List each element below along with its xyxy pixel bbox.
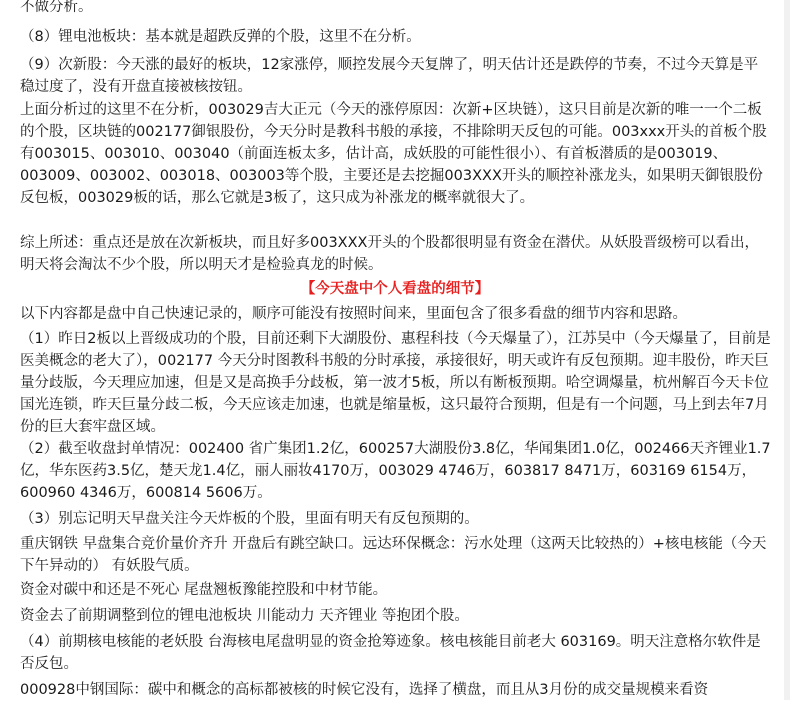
paragraph-point-3: （3）别忘记明天早盘关注今天炸板的个股，里面有明天有反包预期的。	[20, 511, 479, 527]
paragraph-point-2: （2）截至收盘封单情况：002400 省广集团1.2亿，600257大湖股份3.8亿，华闻集团1.0亿，002466天齐锂业1.7亿，华东医药3.5亿，楚天龙1.4亿，丽人丽妆4170万，003029 4746万，603817 8471万，603169 6154万，600960 4346万，600814 5606万。	[20, 441, 771, 501]
paragraph-point-4: （4）前期核电核能的老妖股 台海核电尾盘明显的资金抢筹迹象。核电核能目前老大 603169。明天注意格尔软件是否反包。	[20, 634, 761, 672]
paragraph-carbon-neutral: 资金对碳中和还是不死心 尾盘翘板豫能控股和中材节能。	[20, 582, 388, 598]
paragraph-point-1: （1）昨日2板以上晋级成功的个股，目前还剩下大湖股份、惠程科技（今天爆量了），江苏吴中（今天爆量了，目前是医美概念的老大了），002177 今天分时图教科书般的分时承接，承接很好，明天或许有反包预期。迎丰股份，昨天巨量分歧版，今天理应加速，但是又是高换手分歧板，第一波才5板，所以有断板预期。哈空调爆量，杭州解百今天卡位国光连锁，昨天巨量分歧二板，今天应该走加速，也就是缩量板，这只最符合预期，但是有一个问题，马上到去年7月份的巨大套牢盘区域。	[20, 331, 771, 435]
scrollbar-track[interactable]	[784, 0, 790, 700]
paragraph-analysis: 上面分析过的这里不在分析，003029吉大正元（今天的涨停原因：次新+区块链），这只目前是次新的唯一一个二板的个股，区块链的002177御银股份，今天分时是教科书般的承接，不排除明天反包的可能。003xxx开头的首板个股有003015、003010、003040（前面连板太多，估计高，成妖股的可能性很小）、有首板潜质的是003019、003009、003002、003018、003003等个股，主要还是去挖掘003XXX开头的顺控补涨龙头，如果明天御银股份反包板，003029板的话，那么它就是3板了，这只成为补涨龙的概率就很大了。	[20, 102, 767, 206]
paragraph-lithium: （8）锂电池板块：基本就是超跌反弹的个股，这里不在分析。	[20, 29, 421, 45]
paragraph-chongqing-steel: 重庆钢铁 早盘集合竞价量价齐升 开盘后有跳空缺口。远达环保概念：污水处理（这两天比较热的）+核电核能（今天下午异动的） 有妖股气质。	[20, 536, 767, 574]
paragraph-new-stocks: （9）次新股：今天涨的最好的板块，12家涨停，顺控发展今天复牌了，明天估计还是跌停的节奏，不过今天算是平稳过度了，没有开盘直接被核按钮。	[20, 57, 759, 95]
paragraph-lithium-funds: 资金去了前期调整到位的锂电池板块 川能动力 天齐锂业 等抱团个股。	[20, 608, 469, 624]
section-title: 【今天盘中个人看盘的细节】	[300, 281, 490, 297]
paragraph-intro-tail: 不做分析。	[20, 0, 93, 15]
paragraph-notes-intro: 以下内容都是盘中自己快速记录的，顺序可能没有按照时间来，里面包含了很多看盘的细节内容和思路。	[20, 306, 687, 322]
paragraph-cut-off: 000928中钢国际：碳中和概念的高标都被核的时候它没有，选择了横盘，而且从3月份的成交量规模来看资	[20, 682, 709, 698]
paragraph-summary: 综上所述：重点还是放在次新板块，而且好多003XXX开头的个股都很明显有资金在潜伏。从妖股晋级榜可以看出，明天将会淘汰不少个股，所以明天才是检验真龙的时候。	[20, 235, 759, 273]
